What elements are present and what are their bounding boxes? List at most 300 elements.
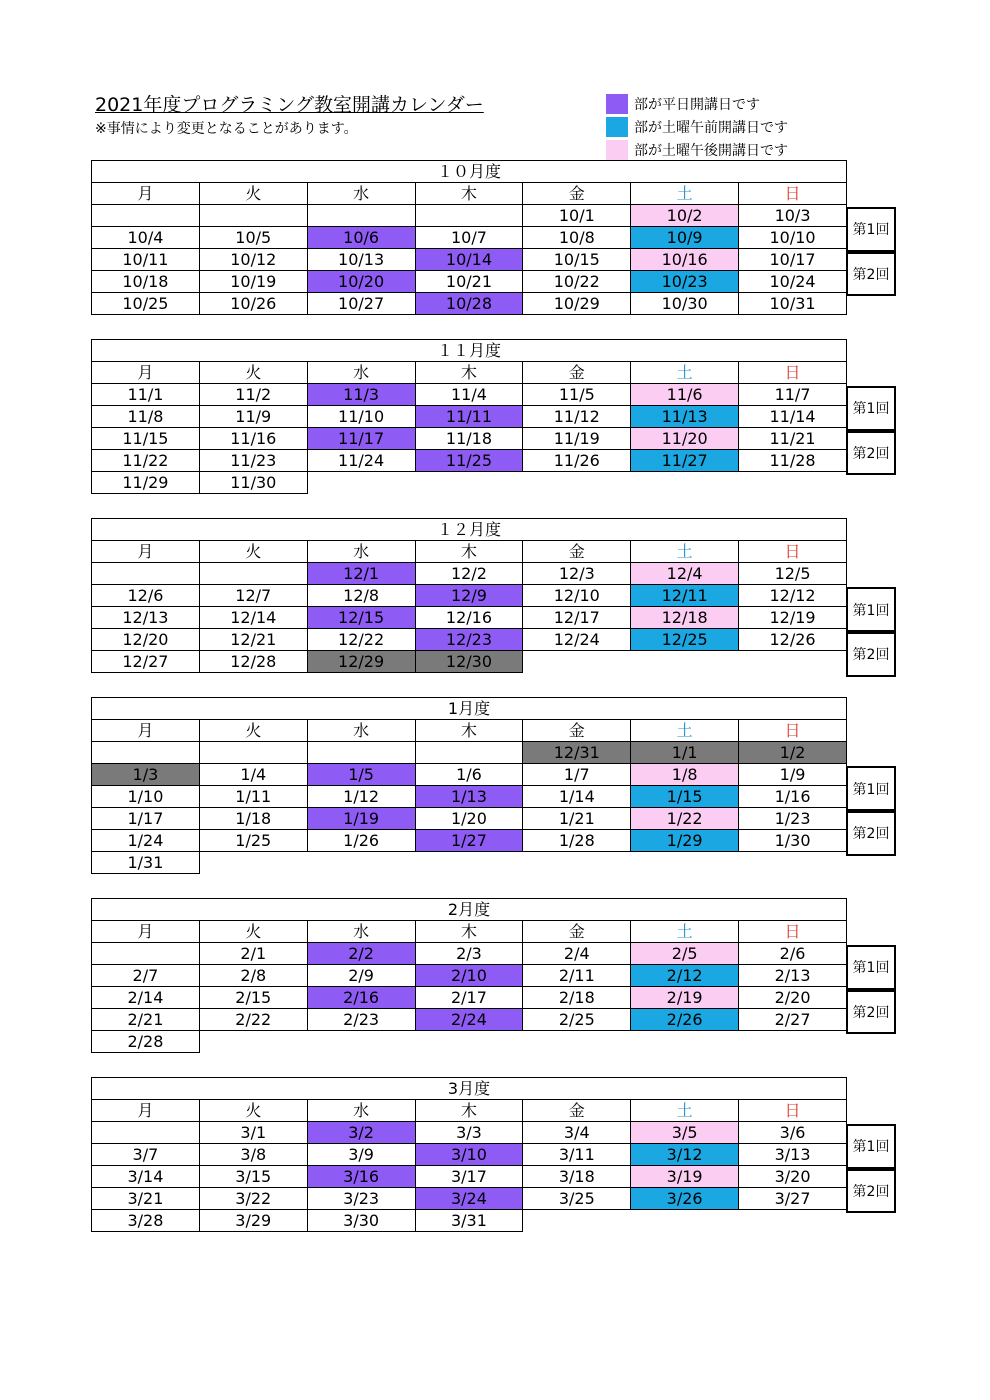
date-cell: 2/9 <box>307 965 415 987</box>
blank-cell <box>739 1031 847 1053</box>
blank-cell <box>199 1031 307 1053</box>
weekday-header: 金 <box>523 720 631 742</box>
date-cell: 12/30 <box>415 651 523 673</box>
week-row <box>92 1166 847 1188</box>
date-cell: 1/2 <box>739 742 847 764</box>
date-cell: 1/8 <box>631 764 739 786</box>
date-cell: 2/26 <box>631 1009 739 1031</box>
weekday-header: 土 <box>631 921 739 943</box>
blank-cell <box>631 852 739 874</box>
date-cell: 11/21 <box>739 428 847 450</box>
date-cell: 1/12 <box>307 786 415 808</box>
date-cell: 3/8 <box>199 1144 307 1166</box>
date-cell: 2/27 <box>739 1009 847 1031</box>
date-cell: 3/16 <box>307 1166 415 1188</box>
weekday-header: 月 <box>92 720 200 742</box>
date-cell: 11/29 <box>92 472 200 494</box>
blank-cell <box>631 472 739 494</box>
weekday-header: 日 <box>739 720 847 742</box>
week-row <box>92 629 847 651</box>
month-table <box>91 518 847 673</box>
date-cell: 12/18 <box>631 607 739 629</box>
session-label: 第1回 <box>846 386 896 431</box>
date-cell: 3/5 <box>631 1122 739 1144</box>
date-cell: 3/18 <box>523 1166 631 1188</box>
session-label: 第2回 <box>846 632 896 677</box>
blank-cell <box>307 472 415 494</box>
date-cell: 1/21 <box>523 808 631 830</box>
date-cell: 3/7 <box>92 1144 200 1166</box>
date-cell: 1/5 <box>307 764 415 786</box>
weekday-header: 月 <box>92 362 200 384</box>
date-cell: 3/23 <box>307 1188 415 1210</box>
date-cell: 10/30 <box>631 293 739 315</box>
date-cell: 10/13 <box>307 249 415 271</box>
date-cell: 11/18 <box>415 428 523 450</box>
date-cell: 11/4 <box>415 384 523 406</box>
date-cell: 2/18 <box>523 987 631 1009</box>
date-cell: 1/26 <box>307 830 415 852</box>
date-cell: 10/18 <box>92 271 200 293</box>
weekday-header: 日 <box>739 541 847 563</box>
date-cell: 3/29 <box>199 1210 307 1232</box>
weekday-header: 土 <box>631 720 739 742</box>
date-cell: 1/3 <box>92 764 200 786</box>
blank-cell <box>307 1031 415 1053</box>
date-cell: 11/19 <box>523 428 631 450</box>
page-title: 2021年度プログラミング教室開講カレンダー <box>95 94 484 116</box>
legend-label-saturday-pm: 部が土曜午後開講日です <box>634 142 788 159</box>
date-cell: 12/16 <box>415 607 523 629</box>
date-cell: 1/30 <box>739 830 847 852</box>
week-row <box>92 943 847 965</box>
date-cell: 12/28 <box>199 651 307 673</box>
date-cell: 2/20 <box>739 987 847 1009</box>
session-label: 第1回 <box>846 766 896 811</box>
legend <box>606 92 788 161</box>
date-cell: 11/5 <box>523 384 631 406</box>
date-cell: 3/6 <box>739 1122 847 1144</box>
date-cell: 10/14 <box>415 249 523 271</box>
week-row <box>92 406 847 428</box>
weekday-header: 月 <box>92 183 200 205</box>
date-cell: 2/10 <box>415 965 523 987</box>
date-cell: 11/24 <box>307 450 415 472</box>
date-cell: 12/7 <box>199 585 307 607</box>
date-cell: 10/3 <box>739 205 847 227</box>
legend-swatch-saturday-am <box>606 117 628 137</box>
date-cell: 12/4 <box>631 563 739 585</box>
date-cell: 12/5 <box>739 563 847 585</box>
date-cell: 11/11 <box>415 406 523 428</box>
date-cell: 10/21 <box>415 271 523 293</box>
date-cell: 11/1 <box>92 384 200 406</box>
date-cell: 2/22 <box>199 1009 307 1031</box>
weekday-header: 金 <box>523 921 631 943</box>
weekday-header: 金 <box>523 541 631 563</box>
weekday-header: 木 <box>415 183 523 205</box>
date-cell: 2/15 <box>199 987 307 1009</box>
date-cell: 3/28 <box>92 1210 200 1232</box>
date-cell: 1/6 <box>415 764 523 786</box>
legend-swatch-weekday <box>606 94 628 114</box>
week-row <box>92 987 847 1009</box>
date-cell <box>199 742 307 764</box>
weekday-header: 火 <box>199 720 307 742</box>
date-cell: 3/13 <box>739 1144 847 1166</box>
date-cell: 10/15 <box>523 249 631 271</box>
date-cell: 10/29 <box>523 293 631 315</box>
disclaimer-note: ※事情により変更となることがあります。 <box>95 121 358 137</box>
date-cell: 3/30 <box>307 1210 415 1232</box>
date-cell: 12/29 <box>307 651 415 673</box>
date-cell <box>307 742 415 764</box>
date-cell: 2/7 <box>92 965 200 987</box>
date-cell: 1/17 <box>92 808 200 830</box>
weekday-header: 火 <box>199 183 307 205</box>
legend-label-saturday-am: 部が土曜午前開講日です <box>634 119 788 136</box>
date-cell: 1/22 <box>631 808 739 830</box>
week-row <box>92 742 847 764</box>
date-cell: 10/11 <box>92 249 200 271</box>
date-cell: 10/25 <box>92 293 200 315</box>
week-row <box>92 227 847 249</box>
date-cell: 1/24 <box>92 830 200 852</box>
date-cell: 3/2 <box>307 1122 415 1144</box>
date-cell <box>415 205 523 227</box>
date-cell: 2/23 <box>307 1009 415 1031</box>
date-cell: 2/1 <box>199 943 307 965</box>
session-label: 第2回 <box>846 252 896 297</box>
week-row <box>92 205 847 227</box>
weekday-header: 木 <box>415 1100 523 1122</box>
week-row <box>92 965 847 987</box>
date-cell: 11/25 <box>415 450 523 472</box>
date-cell: 1/29 <box>631 830 739 852</box>
date-cell: 2/12 <box>631 965 739 987</box>
week-row <box>92 1188 847 1210</box>
date-cell: 1/25 <box>199 830 307 852</box>
date-cell: 10/16 <box>631 249 739 271</box>
date-cell: 2/2 <box>307 943 415 965</box>
session-label: 第2回 <box>846 811 896 856</box>
date-cell: 3/27 <box>739 1188 847 1210</box>
date-cell: 2/19 <box>631 987 739 1009</box>
date-cell: 1/9 <box>739 764 847 786</box>
weekday-header: 水 <box>307 921 415 943</box>
week-row <box>92 607 847 629</box>
date-cell: 10/27 <box>307 293 415 315</box>
date-cell: 12/3 <box>523 563 631 585</box>
date-cell: 10/20 <box>307 271 415 293</box>
date-cell: 11/23 <box>199 450 307 472</box>
legend-item-saturday-am <box>606 115 788 138</box>
weekday-header: 月 <box>92 921 200 943</box>
weekday-header: 日 <box>739 1100 847 1122</box>
date-cell: 12/14 <box>199 607 307 629</box>
weekday-header: 日 <box>739 362 847 384</box>
week-row <box>92 1122 847 1144</box>
week-row <box>92 1144 847 1166</box>
date-cell <box>307 205 415 227</box>
weekday-header: 金 <box>523 362 631 384</box>
weekday-header: 土 <box>631 362 739 384</box>
blank-cell <box>523 1031 631 1053</box>
blank-cell <box>739 472 847 494</box>
date-cell: 3/22 <box>199 1188 307 1210</box>
date-cell: 12/2 <box>415 563 523 585</box>
date-cell: 3/20 <box>739 1166 847 1188</box>
date-cell: 3/12 <box>631 1144 739 1166</box>
weekday-header: 火 <box>199 1100 307 1122</box>
date-cell: 3/19 <box>631 1166 739 1188</box>
date-cell: 10/6 <box>307 227 415 249</box>
session-label: 第1回 <box>846 207 896 252</box>
blank-cell <box>739 852 847 874</box>
date-cell: 10/22 <box>523 271 631 293</box>
date-cell: 3/26 <box>631 1188 739 1210</box>
weekday-header: 木 <box>415 720 523 742</box>
week-row <box>92 1031 847 1053</box>
week-row <box>92 852 847 874</box>
date-cell: 3/11 <box>523 1144 631 1166</box>
blank-cell <box>631 651 739 673</box>
date-cell: 1/31 <box>92 852 200 874</box>
date-cell: 10/5 <box>199 227 307 249</box>
weekday-header: 木 <box>415 541 523 563</box>
date-cell: 11/14 <box>739 406 847 428</box>
date-cell: 10/19 <box>199 271 307 293</box>
week-row <box>92 830 847 852</box>
blank-cell <box>631 1210 739 1232</box>
week-row <box>92 384 847 406</box>
weekday-header: 木 <box>415 921 523 943</box>
date-cell: 1/1 <box>631 742 739 764</box>
date-cell: 11/16 <box>199 428 307 450</box>
date-cell: 12/19 <box>739 607 847 629</box>
week-row <box>92 1210 847 1232</box>
weekday-header: 水 <box>307 720 415 742</box>
weekday-header: 月 <box>92 1100 200 1122</box>
blank-cell <box>739 651 847 673</box>
date-cell: 11/26 <box>523 450 631 472</box>
month-table <box>91 1077 847 1232</box>
date-cell: 1/11 <box>199 786 307 808</box>
weekday-header: 金 <box>523 1100 631 1122</box>
month-calendar <box>91 1077 847 1232</box>
blank-cell <box>415 1031 523 1053</box>
date-cell: 12/12 <box>739 585 847 607</box>
month-calendar <box>91 518 847 673</box>
date-cell: 11/28 <box>739 450 847 472</box>
blank-cell <box>523 1210 631 1232</box>
weekday-header: 土 <box>631 1100 739 1122</box>
blank-cell <box>199 852 307 874</box>
date-cell: 2/3 <box>415 943 523 965</box>
legend-item-saturday-pm <box>606 138 788 161</box>
weekday-header: 水 <box>307 1100 415 1122</box>
session-label: 第1回 <box>846 1124 896 1169</box>
weekday-header: 月 <box>92 541 200 563</box>
week-row <box>92 1009 847 1031</box>
date-cell: 10/24 <box>739 271 847 293</box>
date-cell: 10/10 <box>739 227 847 249</box>
month-title: 3月度 <box>92 1078 847 1100</box>
date-cell: 11/10 <box>307 406 415 428</box>
date-cell: 2/14 <box>92 987 200 1009</box>
date-cell: 12/20 <box>92 629 200 651</box>
date-cell: 3/15 <box>199 1166 307 1188</box>
date-cell: 12/31 <box>523 742 631 764</box>
date-cell: 2/8 <box>199 965 307 987</box>
date-cell: 10/7 <box>415 227 523 249</box>
date-cell: 12/26 <box>739 629 847 651</box>
blank-cell <box>739 1210 847 1232</box>
blank-cell <box>523 472 631 494</box>
date-cell: 12/6 <box>92 585 200 607</box>
date-cell: 3/17 <box>415 1166 523 1188</box>
week-row <box>92 428 847 450</box>
date-cell <box>415 742 523 764</box>
date-cell: 10/28 <box>415 293 523 315</box>
session-label: 第2回 <box>846 431 896 476</box>
weekday-header: 日 <box>739 183 847 205</box>
date-cell: 12/15 <box>307 607 415 629</box>
week-row <box>92 249 847 271</box>
date-cell: 2/21 <box>92 1009 200 1031</box>
month-table <box>91 697 847 874</box>
weekday-header: 火 <box>199 362 307 384</box>
month-title: 2月度 <box>92 899 847 921</box>
week-row <box>92 585 847 607</box>
week-row <box>92 293 847 315</box>
week-row <box>92 563 847 585</box>
date-cell: 3/25 <box>523 1188 631 1210</box>
date-cell: 12/17 <box>523 607 631 629</box>
date-cell: 12/11 <box>631 585 739 607</box>
date-cell: 11/7 <box>739 384 847 406</box>
date-cell: 3/9 <box>307 1144 415 1166</box>
date-cell: 3/10 <box>415 1144 523 1166</box>
date-cell: 11/17 <box>307 428 415 450</box>
date-cell: 12/9 <box>415 585 523 607</box>
legend-label-weekday: 部が平日開講日です <box>634 96 760 113</box>
date-cell: 1/7 <box>523 764 631 786</box>
date-cell: 11/8 <box>92 406 200 428</box>
month-table <box>91 898 847 1053</box>
date-cell: 10/23 <box>631 271 739 293</box>
date-cell: 2/17 <box>415 987 523 1009</box>
date-cell: 3/31 <box>415 1210 523 1232</box>
date-cell: 10/26 <box>199 293 307 315</box>
date-cell: 11/20 <box>631 428 739 450</box>
date-cell: 2/24 <box>415 1009 523 1031</box>
date-cell: 1/4 <box>199 764 307 786</box>
weekday-header: 日 <box>739 921 847 943</box>
date-cell: 2/13 <box>739 965 847 987</box>
month-title: １２月度 <box>92 519 847 541</box>
date-cell: 1/23 <box>739 808 847 830</box>
month-calendar <box>91 339 847 494</box>
blank-cell <box>307 852 415 874</box>
week-row <box>92 472 847 494</box>
legend-swatch-saturday-pm <box>606 140 628 160</box>
week-row <box>92 271 847 293</box>
session-label: 第2回 <box>846 990 896 1035</box>
date-cell: 12/8 <box>307 585 415 607</box>
date-cell: 11/3 <box>307 384 415 406</box>
month-table <box>91 160 847 315</box>
date-cell: 12/25 <box>631 629 739 651</box>
month-title: １１月度 <box>92 340 847 362</box>
date-cell: 12/10 <box>523 585 631 607</box>
date-cell <box>92 563 200 585</box>
date-cell: 11/12 <box>523 406 631 428</box>
blank-cell <box>523 852 631 874</box>
weekday-header: 水 <box>307 183 415 205</box>
month-table <box>91 339 847 494</box>
date-cell: 1/13 <box>415 786 523 808</box>
date-cell: 12/24 <box>523 629 631 651</box>
weekday-header: 土 <box>631 541 739 563</box>
date-cell: 1/28 <box>523 830 631 852</box>
date-cell: 2/4 <box>523 943 631 965</box>
date-cell: 11/13 <box>631 406 739 428</box>
week-row <box>92 651 847 673</box>
date-cell: 2/16 <box>307 987 415 1009</box>
date-cell: 12/27 <box>92 651 200 673</box>
date-cell: 1/10 <box>92 786 200 808</box>
date-cell: 10/8 <box>523 227 631 249</box>
date-cell: 11/22 <box>92 450 200 472</box>
date-cell <box>92 742 200 764</box>
date-cell: 11/2 <box>199 384 307 406</box>
date-cell: 11/27 <box>631 450 739 472</box>
week-row <box>92 786 847 808</box>
date-cell: 3/1 <box>199 1122 307 1144</box>
date-cell: 11/6 <box>631 384 739 406</box>
date-cell: 11/30 <box>199 472 307 494</box>
month-calendar <box>91 898 847 1053</box>
date-cell: 1/27 <box>415 830 523 852</box>
date-cell: 2/28 <box>92 1031 200 1053</box>
weekday-header: 水 <box>307 362 415 384</box>
month-title: １０月度 <box>92 161 847 183</box>
date-cell: 12/1 <box>307 563 415 585</box>
week-row <box>92 764 847 786</box>
date-cell: 2/5 <box>631 943 739 965</box>
date-cell: 1/14 <box>523 786 631 808</box>
date-cell <box>92 1122 200 1144</box>
date-cell: 12/13 <box>92 607 200 629</box>
date-cell: 1/15 <box>631 786 739 808</box>
date-cell: 10/2 <box>631 205 739 227</box>
date-cell <box>92 943 200 965</box>
date-cell: 11/9 <box>199 406 307 428</box>
weekday-header: 火 <box>199 541 307 563</box>
blank-cell <box>415 472 523 494</box>
date-cell: 12/22 <box>307 629 415 651</box>
date-cell: 3/24 <box>415 1188 523 1210</box>
date-cell: 3/21 <box>92 1188 200 1210</box>
blank-cell <box>523 651 631 673</box>
date-cell: 10/31 <box>739 293 847 315</box>
session-label: 第2回 <box>846 1169 896 1214</box>
date-cell <box>92 205 200 227</box>
date-cell: 1/18 <box>199 808 307 830</box>
date-cell: 10/17 <box>739 249 847 271</box>
date-cell: 1/16 <box>739 786 847 808</box>
